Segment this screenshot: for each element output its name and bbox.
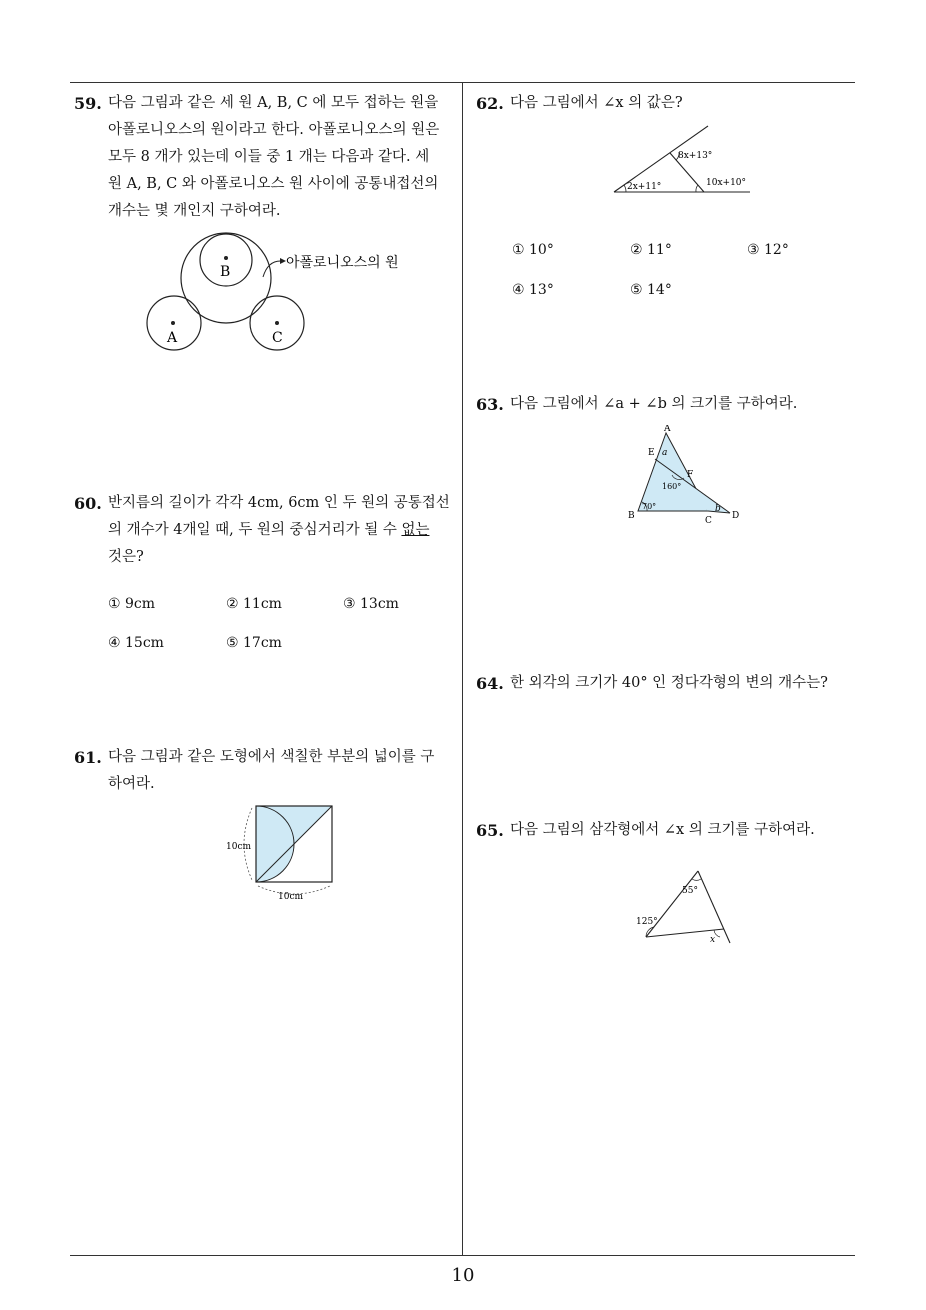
- question-number: 62.: [476, 94, 504, 113]
- label-A: A: [664, 425, 671, 434]
- question-text: [74, 90, 459, 225]
- underlined-word: 없는: [401, 522, 430, 538]
- choice-3[interactable]: ③ 12°: [747, 242, 789, 258]
- text-line: 것은?: [108, 549, 144, 565]
- text-line: 모두 8 개가 있는데 이들 중 1 개는 다음과 같다. 세: [108, 149, 430, 165]
- question-text: [476, 670, 851, 697]
- question-number: 59.: [74, 94, 102, 113]
- label-b-angle: b: [715, 504, 721, 514]
- text-line: 반지름의 길이가 각각 4cm, 6cm 인 두 원의 공통접선: [108, 495, 450, 511]
- page-number: 10: [451, 1265, 475, 1286]
- question-60: [74, 490, 459, 571]
- bottom-rule: [70, 1255, 855, 1256]
- choice-4[interactable]: ④ 15cm: [108, 635, 164, 651]
- question-65: [476, 817, 851, 844]
- choice-2[interactable]: ② 11cm: [226, 596, 282, 612]
- q62-choices: [512, 242, 852, 302]
- label-a: a: [662, 448, 668, 458]
- question-64: [476, 670, 851, 697]
- column-divider: [462, 82, 463, 1255]
- text-line: 다음 그림에서 ∠x 의 값은?: [510, 95, 683, 111]
- label-b: B: [220, 264, 231, 280]
- arc-3: [696, 185, 698, 192]
- apollonius-figure: [140, 225, 430, 355]
- left-angle-label: 125°: [636, 917, 658, 927]
- angle-label-2: 8x+13°: [678, 151, 713, 161]
- choice-5[interactable]: ⑤ 17cm: [226, 635, 282, 651]
- label-F: F: [687, 470, 694, 480]
- label-B: B: [628, 511, 635, 521]
- side-right: [698, 871, 730, 943]
- text-line: 한 외각의 크기가 40° 인 정다각형의 변의 개수는?: [510, 675, 828, 691]
- top-angle-label: 55°: [682, 886, 698, 896]
- text-line: 하여라.: [108, 776, 155, 792]
- text-line: [108, 517, 459, 544]
- question-number: 65.: [476, 821, 504, 840]
- angle-f-label: 160°: [662, 482, 682, 491]
- text-line: 다음 그림과 같은 도형에서 색칠한 부분의 넓이를 구: [108, 749, 435, 765]
- callout-line: [263, 261, 282, 277]
- choice-1[interactable]: ① 10°: [512, 242, 554, 258]
- text-line: 원 A, B, C 와 아폴로니오스 원 사이에 공통내접선의: [108, 176, 439, 192]
- question-number: 60.: [74, 494, 102, 513]
- label-c: C: [272, 330, 283, 346]
- angle-label-3: 10x+10°: [706, 178, 747, 188]
- choice-4[interactable]: ④ 13°: [512, 282, 554, 298]
- center-b: [224, 256, 228, 260]
- angle-label-1: 2x+11°: [627, 182, 662, 192]
- question-text: [74, 490, 459, 571]
- choice-1[interactable]: ① 9cm: [108, 596, 156, 612]
- question-text: [476, 391, 851, 418]
- q60-choices: [108, 596, 458, 656]
- arc-1: [624, 185, 626, 192]
- callout-label: 아폴로니오스의 원: [286, 255, 399, 271]
- text-line: 다음 그림과 같은 세 원 A, B, C 에 모두 접하는 원을: [108, 95, 439, 111]
- arc-top: [692, 879, 701, 880]
- question-63: [476, 391, 851, 418]
- label-a: A: [167, 330, 178, 346]
- choice-2[interactable]: ② 11°: [630, 242, 672, 258]
- bottom-label: 10cm: [278, 892, 304, 902]
- x-label: x: [710, 935, 716, 945]
- question-61: [74, 744, 459, 798]
- square-figure: [222, 800, 352, 905]
- question-62: [476, 90, 851, 117]
- center-c: [275, 321, 279, 325]
- question-text: [74, 744, 459, 798]
- text-line: 아폴로니오스의 원이라고 한다. 아폴로니오스의 원은: [108, 122, 440, 138]
- label-D: D: [732, 511, 740, 521]
- text-line: 개수는 몇 개인지 구하여라.: [108, 203, 281, 219]
- question-number: 64.: [476, 674, 504, 693]
- label-C: C: [705, 516, 712, 525]
- side-label: 10cm: [226, 842, 252, 852]
- text-line-part: 의 개수가 4개일 때, 두 원의 중심거리가 될 수: [108, 522, 402, 538]
- choice-5[interactable]: ⑤ 14°: [630, 282, 672, 298]
- question-text: [476, 817, 851, 844]
- angle-b-label: 70°: [642, 502, 657, 511]
- text-line: 다음 그림의 삼각형에서 ∠x 의 크기를 구하여라.: [510, 822, 815, 838]
- triangle-figure-65: [630, 865, 740, 950]
- angle-figure-62: [610, 120, 760, 200]
- triangle-figure-63: [622, 425, 747, 525]
- label-E: E: [648, 448, 655, 458]
- text-line: 다음 그림에서 ∠a + ∠b 의 크기를 구하여라.: [510, 396, 798, 412]
- question-number: 61.: [74, 748, 102, 767]
- question-number: 63.: [476, 395, 504, 414]
- center-a: [171, 321, 175, 325]
- choice-3[interactable]: ③ 13cm: [343, 596, 399, 612]
- question-text: [476, 90, 851, 117]
- question-59: [74, 90, 459, 225]
